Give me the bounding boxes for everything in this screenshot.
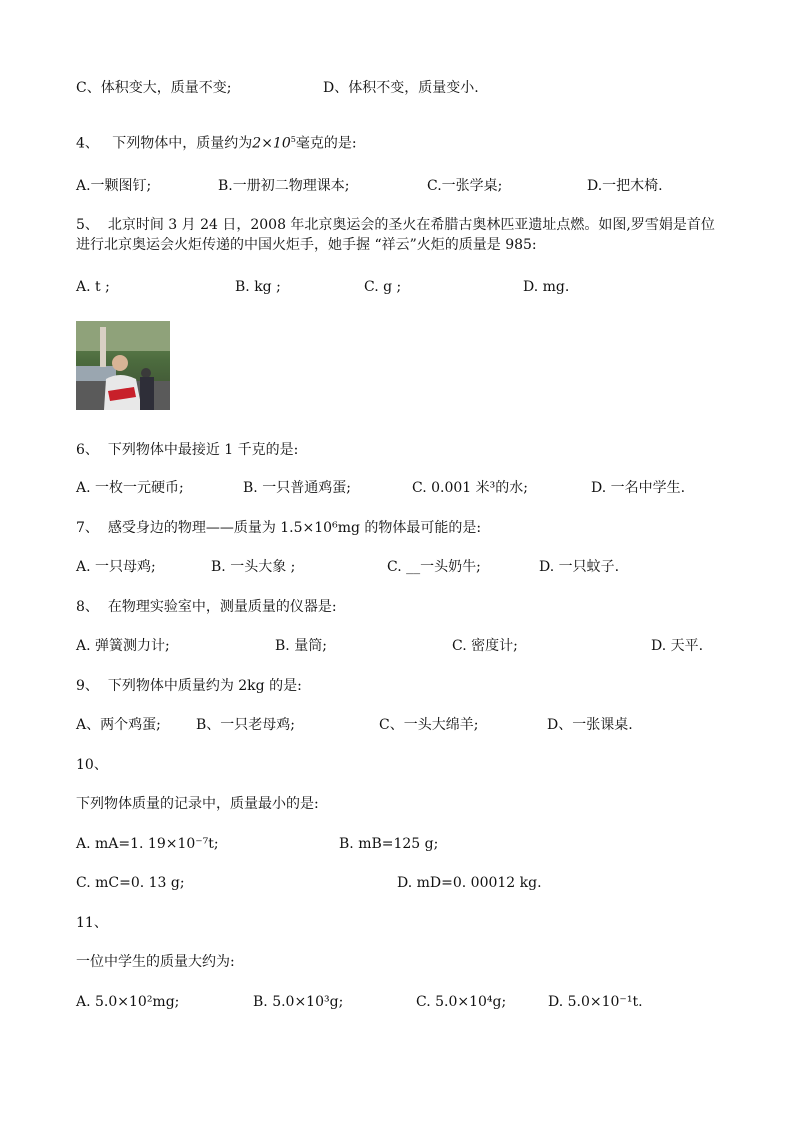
option-a: A. mA=1. 19×10⁻⁷t; [76, 836, 219, 852]
option-b: B、一只老母鸡; [196, 717, 296, 733]
question-9 [76, 676, 302, 696]
photo-image [76, 321, 170, 410]
option-c: C. g ; [364, 279, 402, 295]
question-number: 4、 [76, 135, 99, 152]
option-c: C、一头大绵羊; [379, 717, 479, 733]
option-c: C.一张学桌; [427, 178, 503, 194]
question-6 [76, 440, 298, 460]
option-d: D. 5.0×10⁻¹t. [548, 994, 643, 1010]
question-number: 5、 [76, 217, 99, 233]
option-a: A. t ; [76, 279, 110, 295]
question-11-number: 11、 [76, 915, 108, 931]
option-c: C. 密度计; [452, 638, 518, 654]
option-d: D、体积不变，质量变小. [323, 80, 479, 96]
option-c: C. mC=0. 13 g; [76, 875, 185, 891]
math-base: 2×10 [252, 135, 291, 152]
question-10-number: 10、 [76, 757, 108, 773]
option-a: A. 弹簧测力计; [76, 638, 170, 654]
option-c: C. __一头奶牛; [387, 559, 481, 575]
option-b: B. 一头大象 ; [211, 559, 296, 575]
question-8 [76, 597, 337, 617]
option-b: B. mB=125 g; [339, 836, 439, 852]
option-d: D. mD=0. 00012 kg. [397, 875, 542, 891]
question-text: 在物理实验室中，测量质量的仪器是: [107, 599, 337, 615]
question-10-text: 下列物体质量的记录中，质量最小的是: [76, 796, 319, 812]
option-b: B. kg ; [235, 279, 281, 295]
question-5 [76, 215, 726, 255]
option-a: A. 5.0×10²mg; [76, 994, 180, 1010]
option-d: D. 一名中学生. [591, 480, 686, 496]
option-b: B. 一只普通鸡蛋; [243, 480, 351, 496]
option-a: A. 一只母鸡; [76, 559, 156, 575]
question-number: 8、 [76, 599, 99, 615]
question-11-text: 一位中学生的质量大约为: [76, 954, 235, 970]
question-text-after: 毫克的是: [295, 135, 357, 152]
torchbearer-photo [76, 321, 170, 410]
option-c: C. 0.001 米³的水; [412, 480, 528, 496]
question-number: 6、 [76, 442, 99, 458]
option-a: A、两个鸡蛋; [76, 717, 161, 733]
option-a: A.一颗图钉; [76, 178, 152, 194]
question-text: 下列物体中质量约为 2kg 的是: [107, 678, 302, 694]
option-c: C. 5.0×10⁴g; [416, 994, 507, 1010]
question-number: 9、 [76, 678, 99, 694]
option-d: D. 一只蚊子. [539, 559, 620, 575]
question-number: 7、 [76, 520, 99, 536]
option-c: C、体积变大，质量不变; [76, 80, 232, 96]
option-d: D. mg. [523, 279, 570, 295]
math-exponent: 5 [290, 135, 296, 144]
question-text: 北京时间 3 月 24 日，2008 年北京奥运会的圣火在希腊古奥林匹亚遗址点燃。如图,罗雪娟是首位进行北京奥运会火炬传递的中国火炬手，她手握 “祥云”火炬的质量是 985: [76, 217, 715, 253]
option-d: D. 天平. [651, 638, 704, 654]
option-d: D、一张课桌. [547, 717, 633, 733]
option-b: B.一册初二物理课本; [218, 178, 350, 194]
question-text: 下列物体中最接近 1 千克的是: [107, 442, 299, 458]
option-b: B. 5.0×10³g; [253, 994, 344, 1010]
option-d: D.一把木椅. [587, 178, 663, 194]
question-text: 感受身边的物理——质量为 1.5×10⁶mg 的物体最可能的是: [107, 520, 482, 536]
question-text: 下列物体中，质量约为 [112, 135, 253, 152]
option-b: B. 量筒; [275, 638, 327, 654]
question-7 [76, 518, 481, 538]
option-a: A. 一枚一元硬币; [76, 480, 184, 496]
question-4 [76, 130, 357, 154]
